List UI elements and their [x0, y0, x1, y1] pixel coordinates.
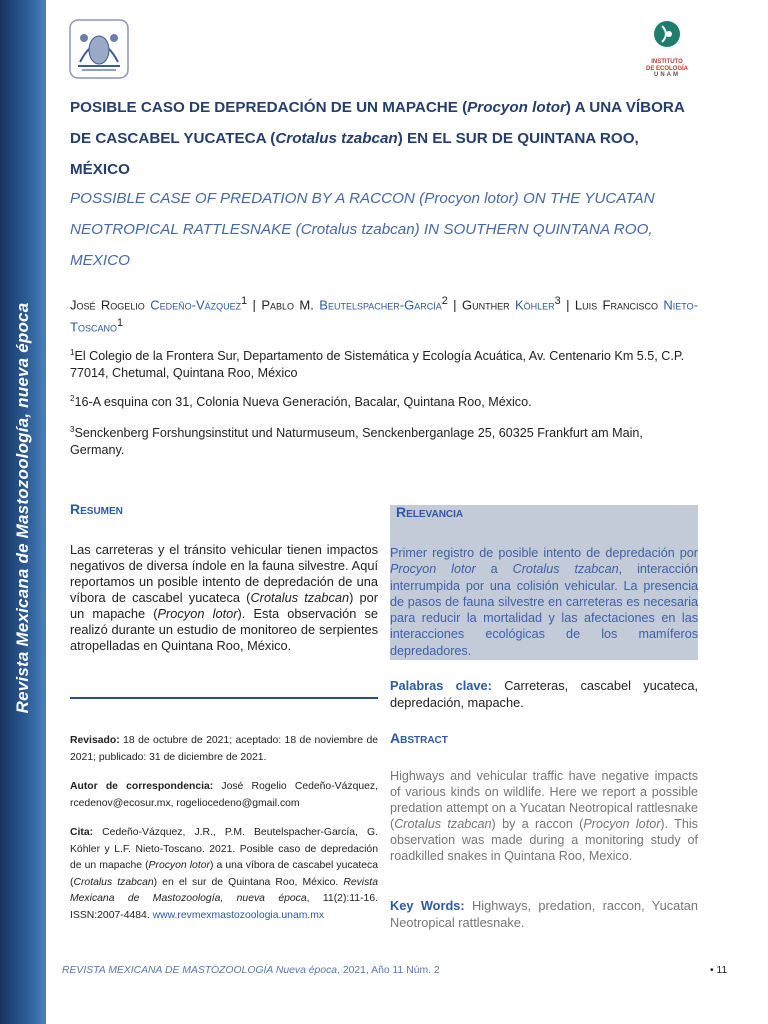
corresponding-author	[70, 779, 378, 812]
logo-line-3: UNAM	[654, 72, 680, 78]
author-4-given: Luis Francisco	[574, 297, 664, 313]
affiliation-1-number: 1	[70, 348, 75, 357]
title-es-text-1: POSIBLE CASO DE DEPREDACIÓN DE UN MAPACHE (	[70, 99, 468, 116]
page-footer	[62, 965, 440, 976]
author-separator: |	[560, 297, 575, 313]
relevancia-species-1: Procyon lotor	[390, 562, 476, 577]
author-4-affil: 1	[116, 317, 123, 330]
affiliation-2-number: 2	[70, 394, 75, 403]
affiliation-3	[70, 421, 698, 459]
abstract-species-2: Procyon lotor	[583, 817, 661, 832]
author-2-given: Pablo M.	[261, 297, 320, 313]
revisado-label: Revisado:	[70, 735, 120, 746]
footer-epoca: Nueva época	[272, 965, 338, 976]
palabras-clave-text: Carreteras, cascabel yucateca, depredación, mapache.	[390, 678, 699, 710]
section-divider	[70, 697, 378, 699]
resumen-heading: Resumen	[70, 501, 123, 517]
cita-species-2: Crotalus tzabcan	[73, 876, 154, 888]
title-en-text-2: ) ON THE YUCATAN NEOTROPICAL RATTLESNAKE (	[70, 190, 655, 238]
logo-line-1: INSTITUTO	[651, 59, 683, 65]
cita-journal: Revista Mexicana de Mastozoología, nueva época	[70, 876, 378, 904]
author-2-surname: Beutelspacher-García	[319, 297, 442, 313]
autor-label: Autor de correspondencia:	[70, 781, 214, 792]
title-en-species-1: Procyon lotor	[424, 190, 514, 207]
resumen-text-3: ). Esta observación se realizó durante un estudio de monitoreo de serpientes atropelladas en Quintana Roo, México.	[70, 606, 379, 653]
relevancia-text-2: a	[475, 562, 513, 577]
author-3-surname: Köhler	[514, 297, 555, 313]
title-spanish	[70, 92, 698, 185]
title-es-species-1: Procyon lotor	[467, 99, 566, 116]
abstract-species-1: Crotalus tzabcan	[394, 817, 492, 832]
abstract-text-2: ) by a raccon (	[491, 817, 584, 832]
title-en-text-3: ) IN SOUTHERN QUINTANA ROO, MEXICO	[70, 221, 653, 269]
footer-journal: REVISTA MEXICANA DE MASTOZOOLOGÍA	[62, 965, 273, 976]
title-en-species-2: Crotalus tzabcan	[300, 221, 415, 238]
palabras-clave	[390, 678, 698, 711]
cita-label: Cita:	[70, 827, 94, 838]
author-separator: |	[447, 297, 462, 313]
author-4-surname: Nieto-Toscano	[70, 297, 698, 335]
abstract-heading: Abstract	[390, 730, 448, 746]
journal-website-link[interactable]: www.revmexmastozoologia.unam.mx	[152, 909, 325, 921]
affiliation-1	[70, 344, 698, 382]
autor-text: José Rogelio Cedeño-Vázquez, rcedenov@ecosur.mx, rogeliocedeno@gmail.com	[70, 781, 378, 809]
citation	[70, 825, 378, 924]
title-es-text-2: ) A UNA VÍBORA DE CASCABEL YUCATECA (	[70, 99, 685, 147]
affiliation-3-number: 3	[70, 425, 75, 434]
author-3-affil: 3	[554, 295, 561, 307]
sidebar-journal-name: Revista Mexicana de Mastozoología, nueva época	[13, 302, 32, 714]
author-list	[70, 292, 698, 337]
instituto-ecologia-logo	[636, 18, 698, 82]
instituto-ecologia-emblem	[636, 18, 698, 54]
abstract-text-3: ). This observation was made during a monitoring study of roadkilled snakes in Quintana Roo, Mexico.	[390, 817, 698, 864]
title-es-text-3: ) EN EL SUR DE QUINTANA ROO, MÉXICO	[70, 130, 639, 178]
relevancia-body	[390, 545, 698, 659]
affiliation-2	[70, 390, 698, 411]
affiliation-3-text: Senckenberg Forshungsinstitut und Naturmuseum, Senckenberganlage 25, 60325 Frankfurt am Main, Germany.	[70, 426, 643, 458]
cita-text-3: ) en el sur de Quintana Roo, México.	[153, 876, 344, 888]
resumen-body	[70, 542, 378, 654]
author-2-affil: 2	[441, 295, 448, 307]
author-separator: |	[247, 297, 262, 313]
key-words-label: Key Words:	[390, 898, 465, 913]
relevancia-text-1: Primer registro de posible intento de depredación por	[390, 546, 698, 560]
logo-line-2: DE ECOLOGÍA	[645, 65, 688, 72]
resumen-species-1: Crotalus tzabcan	[250, 590, 350, 605]
author-3-given: Gunther	[461, 297, 515, 313]
cita-text-4: , 11(2):11-16. ISSN:2007-4484.	[70, 893, 378, 921]
title-english	[70, 183, 698, 276]
affiliation-1-text: El Colegio de la Frontera Sur, Departamento de Sistemática y Ecología Acuática, Av. Centenario Km 5.5, C.P. 77014, Chetumal, Quintana Roo, México	[70, 349, 685, 381]
relevancia-text-3: , interacción interrumpida por una colisión vehicular. La presencia de pasos de fauna silvestre en carreteras es necesaria para reducir la mortalidad y las afectaciones en las interacciones ecológicas de los mamíferos depredadores.	[390, 562, 698, 658]
resumen-text-2: ) por un mapache (	[70, 590, 378, 621]
cita-text-1: Cedeño-Vázquez, J.R., P.M. Beutelspacher-García, G. Köhler y L.F. Nieto-Toscano. 2021. Posible caso de depredación de un mapache (	[70, 827, 378, 871]
resumen-text-1: Las carreteras y el tránsito vehicular tienen impactos negativos de diversa índole en la fauna silvestre. Aquí reportamos un posible intento de depredación de una víbora de cascabel yucateca (	[70, 542, 378, 605]
revisado-text: 18 de octubre de 2021; aceptado: 18 de noviembre de 2021; publicado: 31 de diciembre de 2021.	[70, 735, 378, 763]
footer-issue: , 2021, Año 11 Núm. 2	[337, 965, 440, 976]
title-es-species-2: Crotalus tzabcan	[275, 130, 398, 147]
abstract-text-1: Highways and vehicular traffic have negative impacts of various kinds on wildlife. Here we report a possible predation attempt on a Yucatan Neotropical rattlesnake (	[390, 769, 698, 832]
key-words-text: Highways, predation, raccon, Yucatan Neotropical rattlesnake.	[390, 898, 698, 930]
affiliation-2-text: 16-A esquina con 31, Colonia Nueva Generación, Bacalar, Quintana Roo, México.	[74, 395, 532, 410]
revision-dates	[70, 733, 378, 766]
page-number: • 11	[710, 965, 728, 976]
abstract-body	[390, 768, 698, 865]
author-1-affil: 1	[241, 295, 248, 307]
key-words	[390, 898, 698, 931]
relevancia-species-2: Crotalus tzabcan	[512, 562, 619, 577]
journal-sidebar	[0, 0, 46, 1024]
resumen-species-2: Procyon lotor	[157, 606, 238, 621]
cita-species-1: Procyon lotor	[148, 860, 210, 871]
unam-seal-logo	[68, 18, 130, 80]
title-en-text-1: POSSIBLE CASE OF PREDATION BY A RACCON (	[70, 190, 425, 207]
author-1-given: José Rogelio	[70, 297, 151, 313]
cita-text-2: ) a una víbora de cascabel yucateca (	[70, 860, 378, 888]
palabras-clave-label: Palabras clave:	[390, 678, 492, 693]
relevancia-heading: Relevancia	[396, 504, 464, 520]
author-1-surname: Cedeño-Vázquez	[150, 297, 242, 313]
